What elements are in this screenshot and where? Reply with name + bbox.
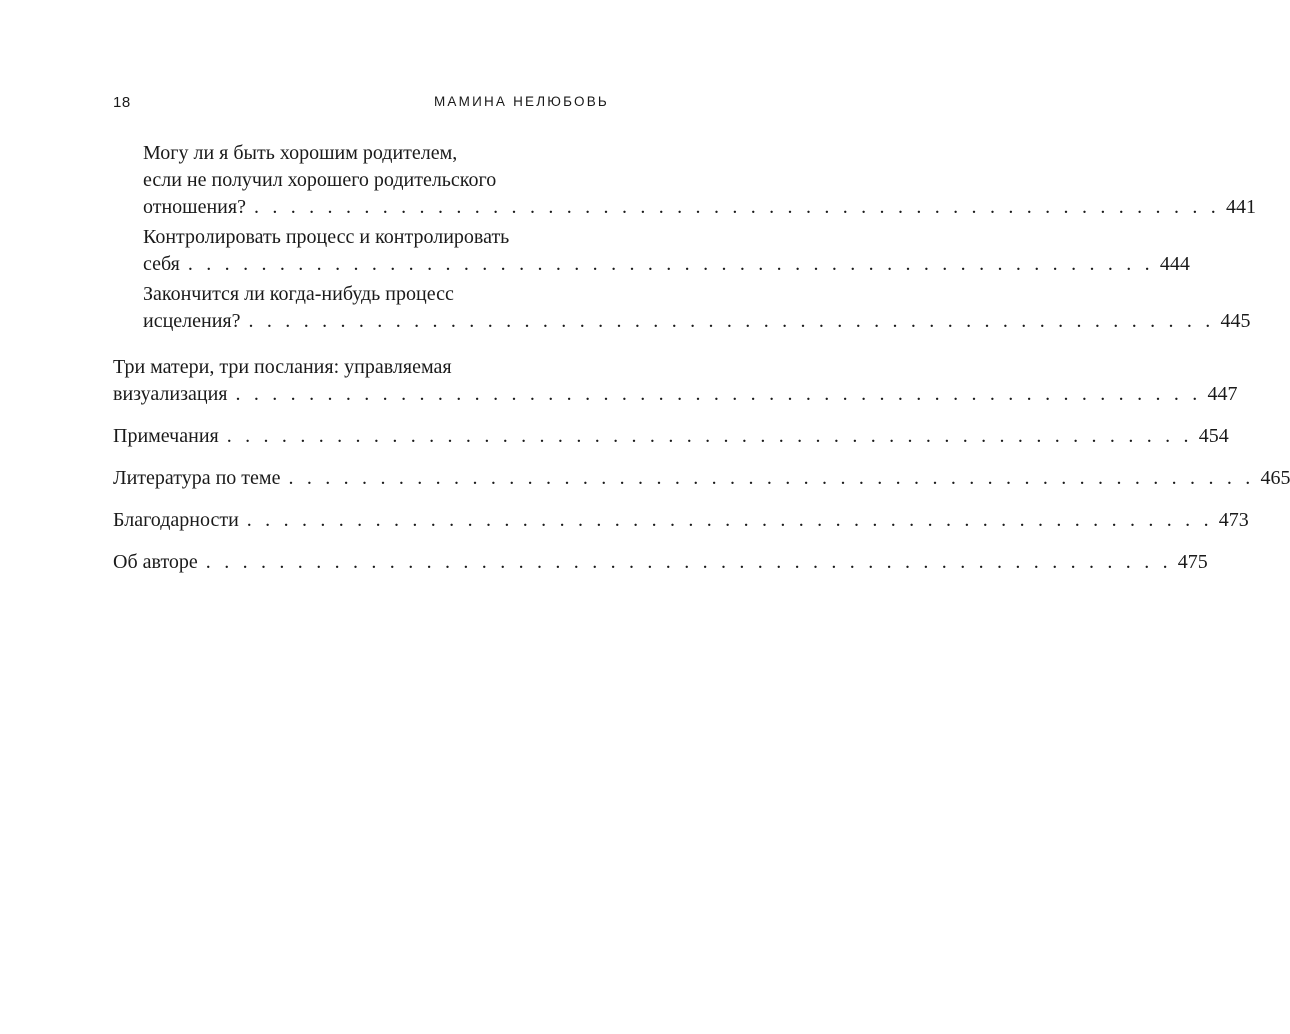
dot-leader: . . . . . . . . . . . . . . . . . . . . . . . . . . . . . . . . . . . . . . . . . . . . . . . . . . . . . [288,467,1255,489]
toc-entry-line: если не получил хорошего родительского [143,169,497,191]
running-head [113,94,609,116]
toc-entry-text: исцеления? [143,310,241,332]
toc-entry-text: Примечания [113,425,219,447]
toc-entry-text: визуализация [113,383,228,405]
toc-page-number: 447 [1207,383,1238,405]
dot-leader: . . . . . . . . . . . . . . . . . . . . . . . . . . . . . . . . . . . . . . . . . . . . . . . . . . . . . [235,383,1202,405]
page-number: 18 [113,94,131,111]
toc-entry-text: Литература по теме [113,467,281,489]
toc-entry-line: Три матери, три послания: управляемая [113,356,452,378]
toc-entry-last-line [143,194,1256,221]
dot-leader: . . . . . . . . . . . . . . . . . . . . . . . . . . . . . . . . . . . . . . . . . . . . . . . . . . . . . [253,196,1220,218]
toc-entry-line: Контролировать процесс и контролировать [143,226,510,248]
toc-sub-entry [143,140,1256,221]
toc-entry-last-line [113,423,1229,450]
toc-page-number: 475 [1177,551,1208,573]
toc-entry-text: отношения? [143,196,246,218]
toc-main-entry [113,423,1229,450]
toc-sub-entry [143,224,1190,278]
toc-main-entry [113,549,1208,576]
toc-page-number: 454 [1198,425,1229,447]
toc-main-entry [113,354,1238,408]
toc-sub-entry [143,281,1251,335]
dot-leader: . . . . . . . . . . . . . . . . . . . . . . . . . . . . . . . . . . . . . . . . . . . . . . . . . . . . . [187,253,1154,275]
toc-entry-line: Могу ли я быть хорошим родителем, [143,142,458,164]
toc-entry-last-line [113,465,1290,492]
toc-entry-last-line [113,381,1238,408]
toc-page-number: 473 [1218,509,1249,531]
dot-leader: . . . . . . . . . . . . . . . . . . . . . . . . . . . . . . . . . . . . . . . . . . . . . . . . . . . . . [205,551,1172,573]
toc-entry-text: Об авторе [113,551,198,573]
dot-leader: . . . . . . . . . . . . . . . . . . . . . . . . . . . . . . . . . . . . . . . . . . . . . . . . . . . . . [248,310,1215,332]
toc-entry-last-line [113,549,1208,576]
toc-page-number: 444 [1159,253,1190,275]
toc-main-entry [113,507,1249,534]
toc-page-number: 441 [1225,196,1256,218]
book-title: МАМИНА НЕЛЮБОВЬ [433,94,609,109]
toc-entry-last-line [113,507,1249,534]
dot-leader: . . . . . . . . . . . . . . . . . . . . . . . . . . . . . . . . . . . . . . . . . . . . . . . . . . . . . [226,425,1193,447]
dot-leader: . . . . . . . . . . . . . . . . . . . . . . . . . . . . . . . . . . . . . . . . . . . . . . . . . . . . . [246,509,1213,531]
table-of-contents [113,140,1290,591]
toc-entry-line: Закончится ли когда-нибудь процесс [143,283,454,305]
toc-entry-text: себя [143,253,180,275]
toc-main-entry [113,465,1290,492]
toc-entry-last-line [143,251,1190,278]
toc-entry-last-line [143,308,1251,335]
toc-entry-text: Благодарности [113,509,239,531]
toc-page-number: 465 [1260,467,1290,489]
toc-page-number: 445 [1220,310,1251,332]
